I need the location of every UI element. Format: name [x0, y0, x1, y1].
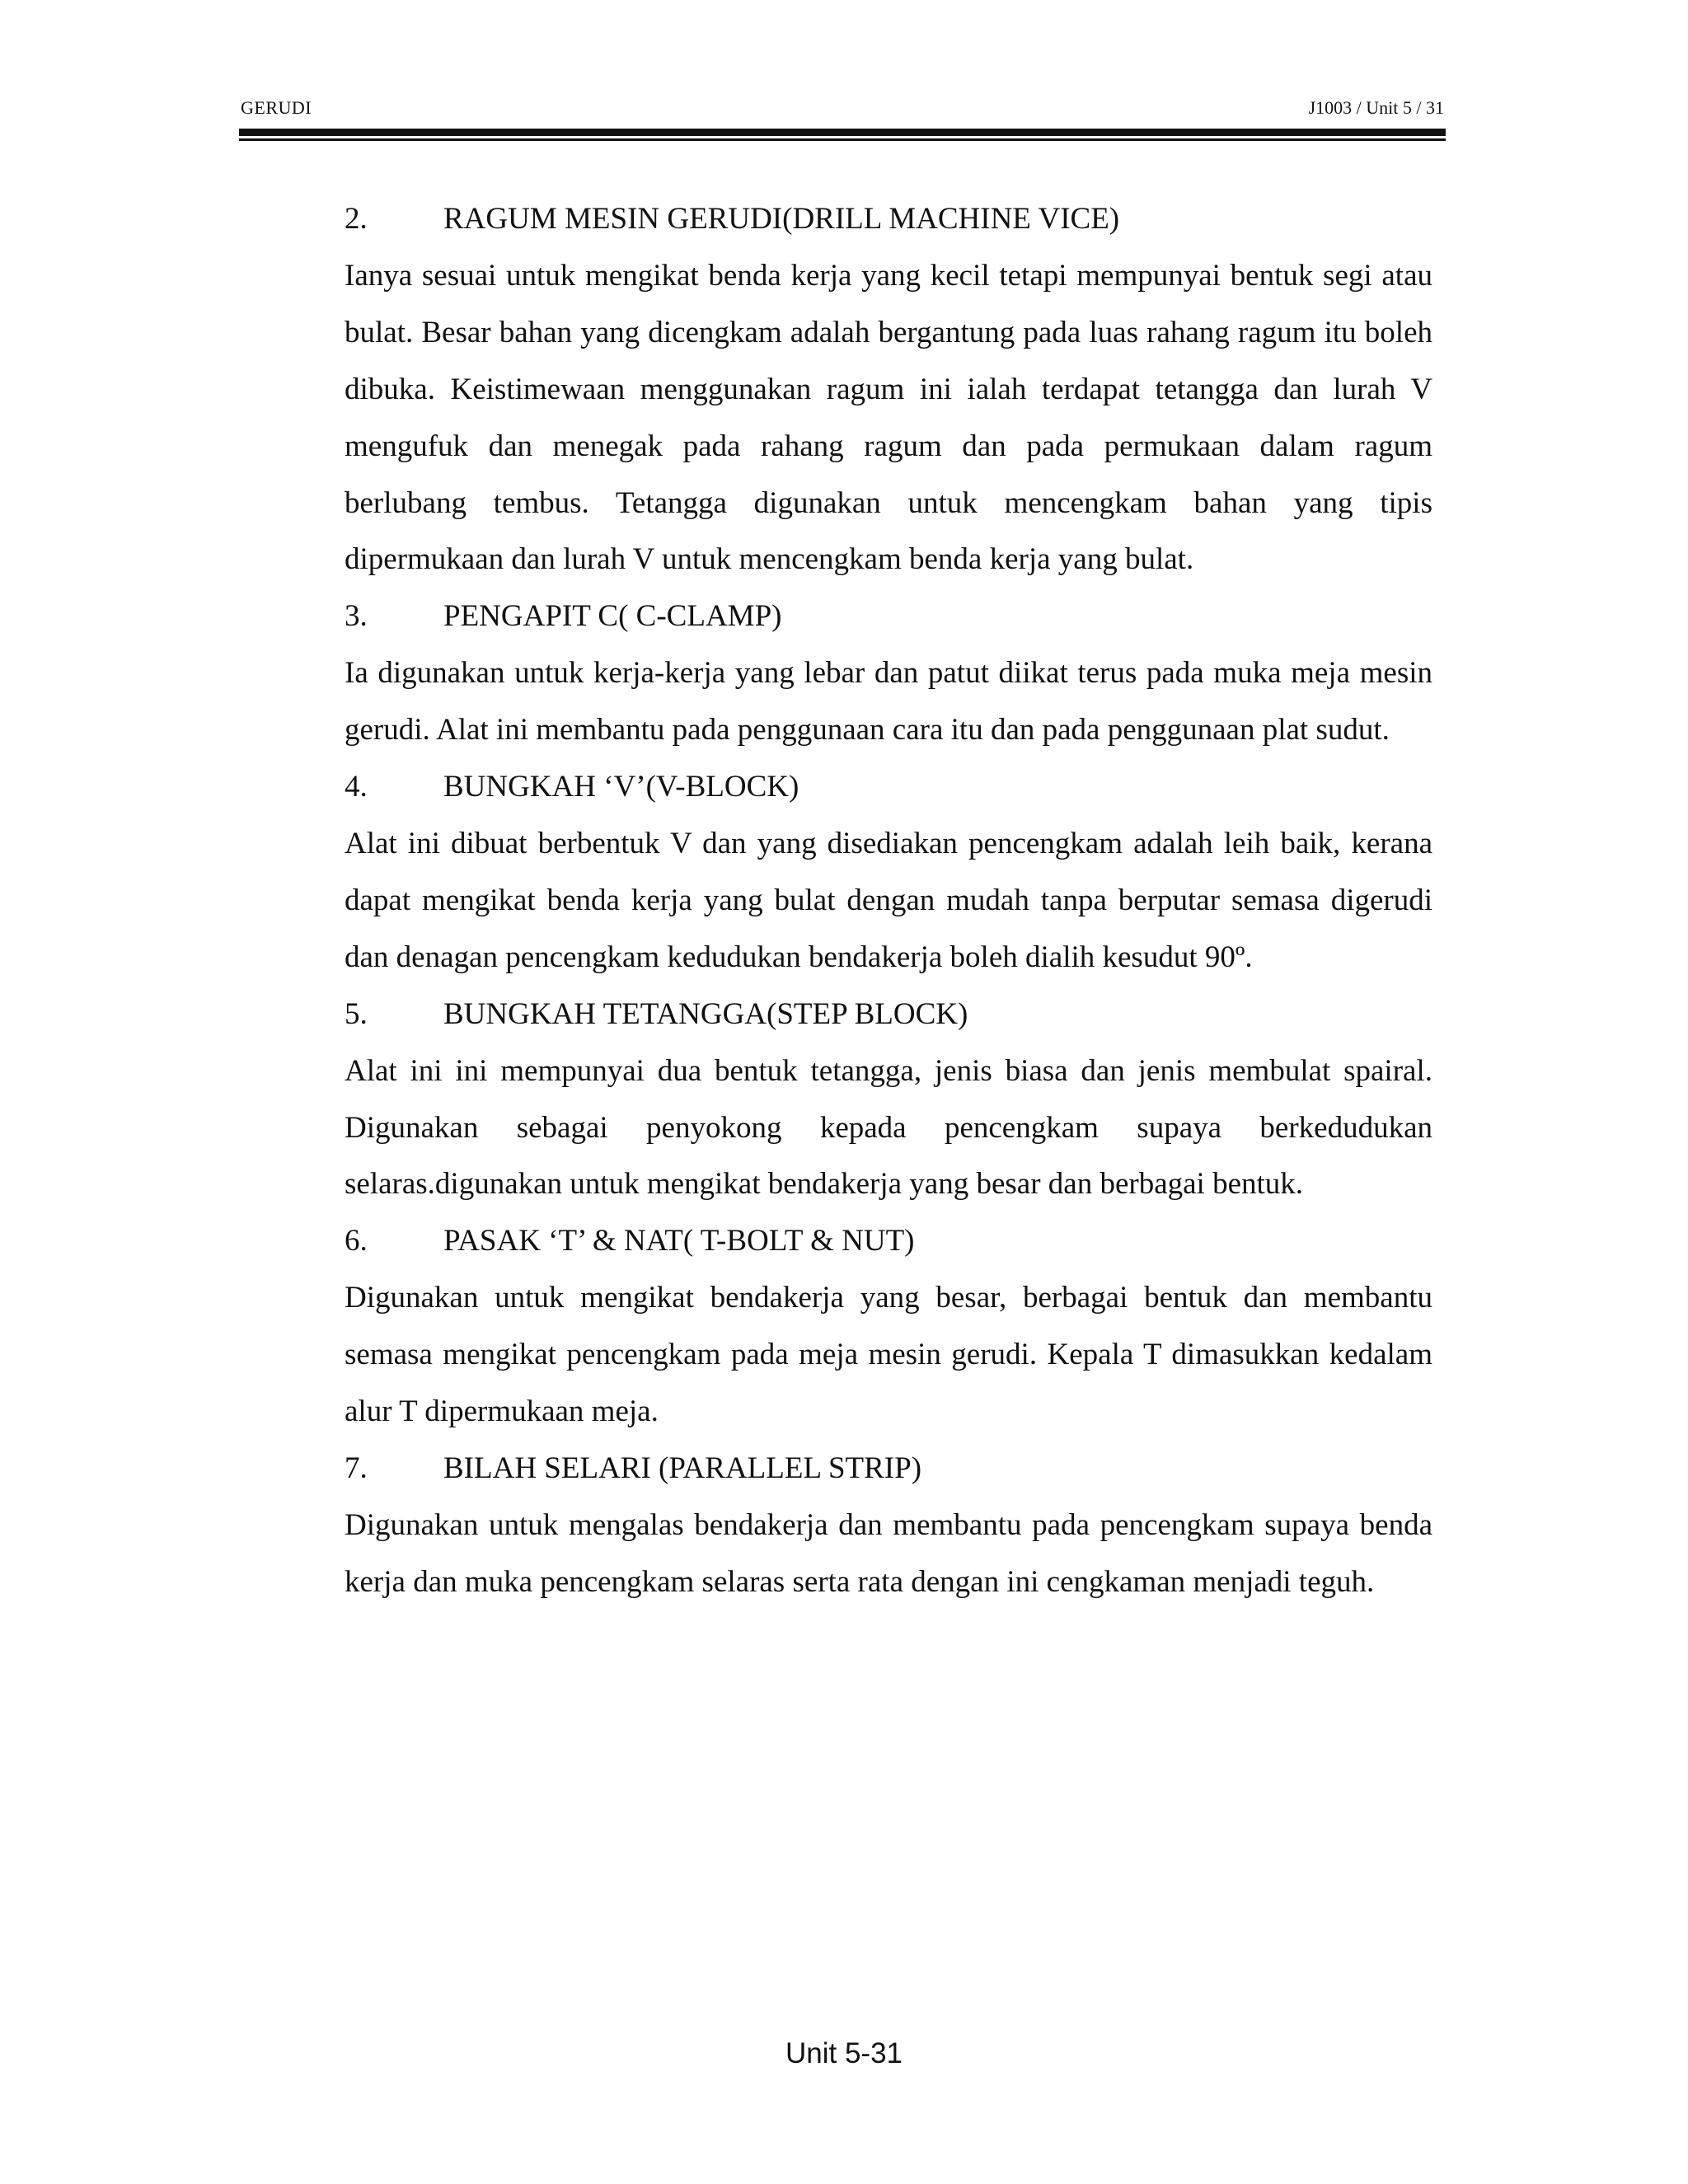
section-v-block	[345, 759, 1432, 987]
section-heading	[345, 1441, 1432, 1497]
section-heading	[345, 759, 1432, 816]
section-heading	[345, 191, 1432, 248]
section-number: 7.	[345, 1451, 368, 1485]
section-paragraph: Digunakan untuk mengalas bendakerja dan membantu pada pencengkam supaya benda kerja dan muka pencengkam selaras serta rata dengan ini cengkaman menjadi teguh.	[345, 1507, 1432, 1599]
section-parallel-strip	[345, 1441, 1432, 1611]
section-title: BUNGKAH TETANGGA(STEP BLOCK)	[443, 996, 968, 1031]
page-header	[241, 97, 1444, 122]
section-title: BILAH SELARI (PARALLEL STRIP)	[443, 1451, 922, 1485]
section-paragraph: Alat ini dibuat berbentuk V dan yang disediakan pencengkam adalah leih baik, kerana dapat mengikat benda kerja yang bulat dengan mudah tanpa berputar semasa digerudi dan denagan pencengkam kedudukan bendakerja boleh dialih kesudut 90º.	[345, 826, 1432, 974]
section-heading	[345, 588, 1432, 645]
section-heading	[345, 987, 1432, 1043]
section-number: 4.	[345, 770, 368, 804]
section-drill-machine-vice	[345, 191, 1432, 588]
section-paragraph: Ia digunakan untuk kerja-kerja yang lebar dan patut diikat terus pada muka meja mesin gerudi. Alat ini membantu pada penggunaan cara itu dan pada penggunaan plat sudut.	[345, 656, 1432, 748]
page-footer	[0, 2037, 1688, 2070]
document-body	[345, 191, 1432, 1611]
section-number: 2.	[345, 202, 368, 236]
header-module-title: GERUDI	[241, 97, 312, 118]
section-c-clamp	[345, 588, 1432, 759]
section-step-block	[345, 987, 1432, 1214]
section-title: PENGAPIT C( C-CLAMP)	[443, 599, 782, 634]
section-heading	[345, 1213, 1432, 1270]
header-rule-thick	[239, 129, 1446, 136]
header-rule-thin	[239, 138, 1446, 141]
section-t-bolt-nut	[345, 1213, 1432, 1441]
section-number: 6.	[345, 1224, 368, 1258]
section-title: BUNGKAH ‘V’(V-BLOCK)	[443, 770, 799, 804]
section-paragraph: Digunakan untuk mengikat bendakerja yang besar, berbagai bentuk dan membantu semasa mengikat pencengkam pada meja mesin gerudi. Kepala T dimasukkan kedalam alur T dipermukaan meja.	[345, 1281, 1432, 1429]
section-paragraph: Ianya sesuai untuk mengikat benda kerja yang kecil tetapi mempunyai bentuk segi atau bulat. Besar bahan yang dicengkam adalah bergantung pada luas rahang ragum itu boleh dibuka. Keistimewaan menggunakan ragum ini ialah terdapat tetangga dan lurah V mengufuk dan menegak pada rahang ragum dan pada permukaan dalam ragum berlubang tembus. Tetangga digunakan untuk mencengkam bahan yang tipis dipermukaan dan lurah V untuk mencengkam benda kerja yang bulat.	[345, 258, 1432, 577]
footer-page-number: Unit 5-31	[785, 2037, 903, 2069]
section-number: 3.	[345, 599, 368, 634]
section-title: PASAK ‘T’ & NAT( T-BOLT & NUT)	[443, 1224, 915, 1258]
section-number: 5.	[345, 996, 368, 1031]
section-paragraph: Alat ini ini mempunyai dua bentuk tetangga, jenis biasa dan jenis membulat spairal. Digunakan sebagai penyokong kepada pencengkam supaya berkedudukan selaras.digunakan untuk mengikat bendakerja yang besar dan berbagai bentuk.	[345, 1053, 1432, 1202]
header-page-reference: J1003 / Unit 5 / 31	[1308, 97, 1444, 118]
section-title: RAGUM MESIN GERUDI(DRILL MACHINE VICE)	[443, 202, 1120, 236]
